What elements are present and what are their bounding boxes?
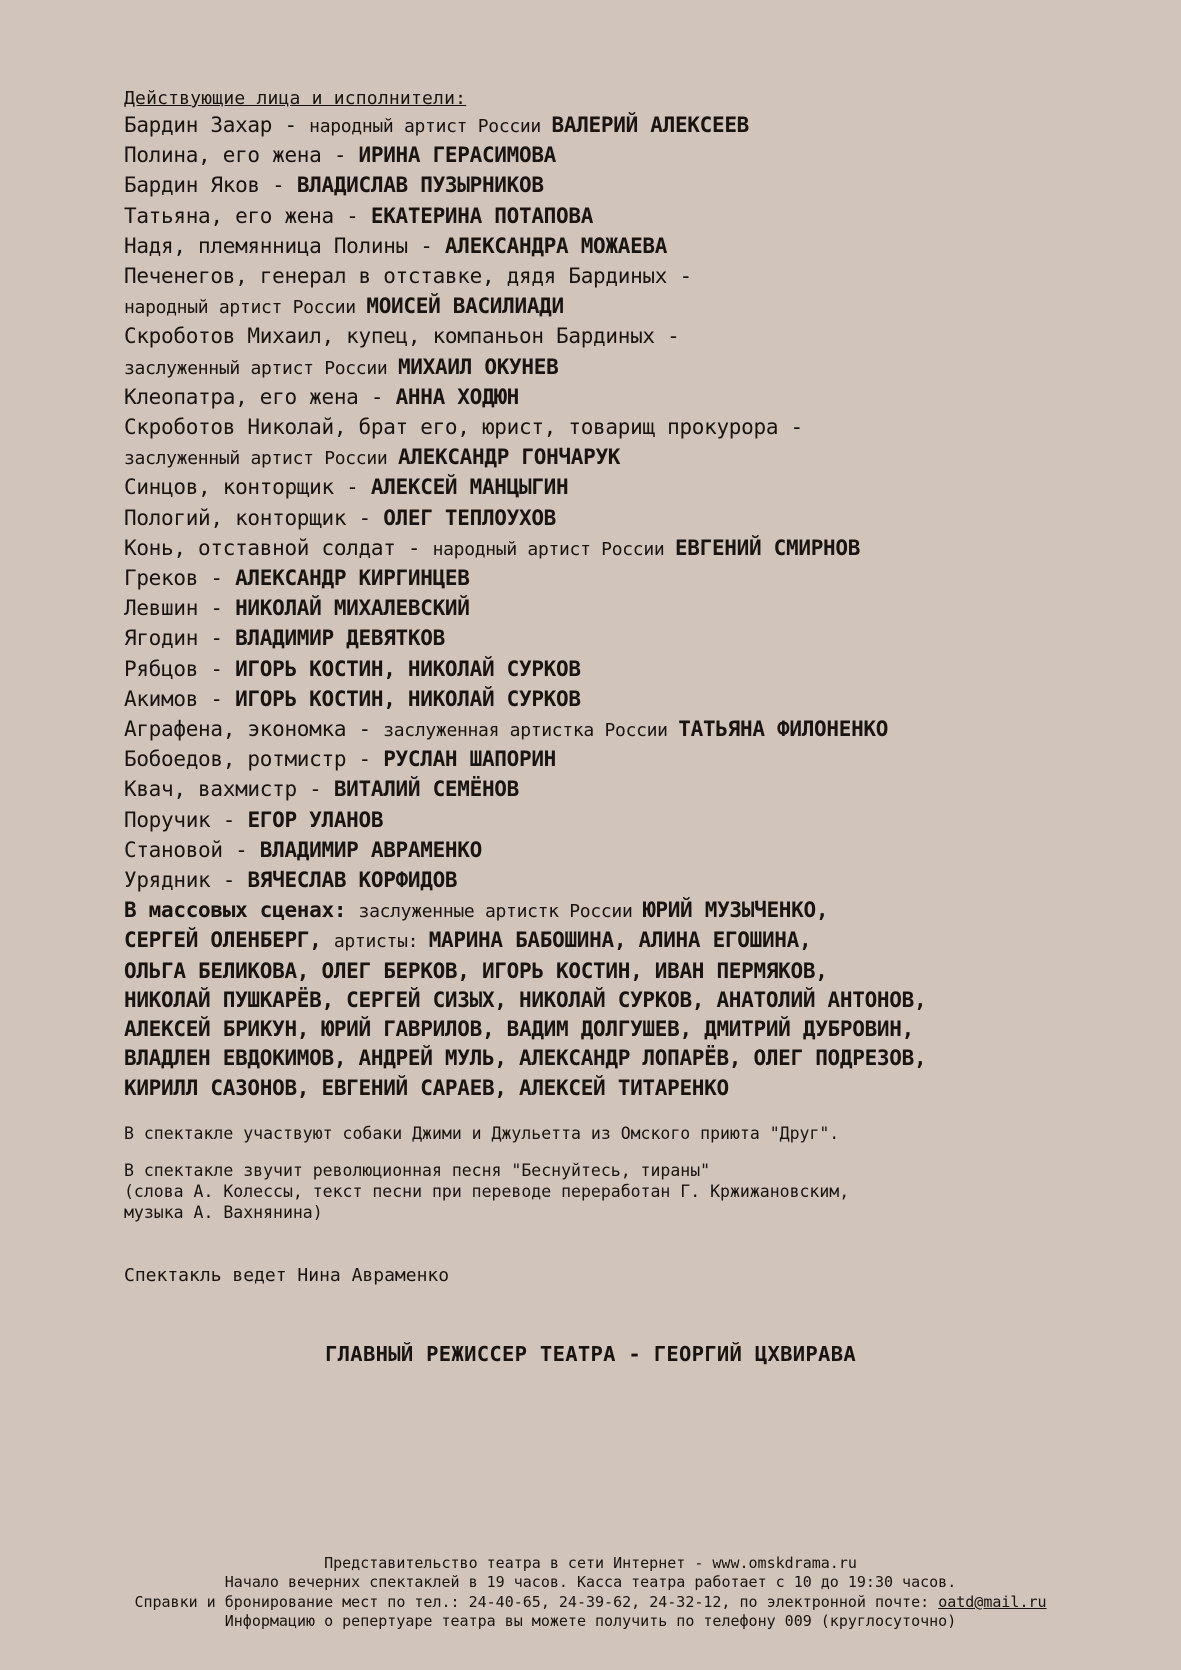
cast-line: Рябцов - ИГОРЬ КОСТИН, НИКОЛАЙ СУРКОВ xyxy=(124,656,581,681)
mass-line: ВЛАДЛЕН ЕВДОКИМОВ, АНДРЕЙ МУЛЬ, АЛЕКСАНДР ЛОПАРЁВ, ОЛЕГ ПОДРЕЗОВ, xyxy=(124,1046,927,1071)
cast-line: Надя, племянница Полины - АЛЕКСАНДРА МОЖАЕВА xyxy=(124,233,668,258)
cast-line: Конь, отставной солдат - народный артист России ЕВГЕНИЙ СМИРНОВ xyxy=(124,535,861,560)
cast-line: Поручик - ЕГОР УЛАНОВ xyxy=(124,807,384,832)
cast-line: Полина, его жена - ИРИНА ГЕРАСИМОВА xyxy=(124,143,557,168)
song-line: (слова А. Колессы, текст песни при переводе переработан Г. Кржижановским, xyxy=(124,1181,850,1201)
cast-line: Становой - ВЛАДИМИР АВРАМЕНКО xyxy=(124,837,482,862)
cast-line: Левшин - НИКОЛАЙ МИХАЛЕВСКИЙ xyxy=(124,596,470,621)
cast-line: заслуженный артист России АЛЕКСАНДР ГОНЧАРУК xyxy=(124,445,621,470)
mass-line: ОЛЬГА БЕЛИКОВА, ОЛЕГ БЕРКОВ, ИГОРЬ КОСТИН, ИВАН ПЕРМЯКОВ, xyxy=(124,958,828,983)
cast-line: Пологий, конторщик - ОЛЕГ ТЕПЛОУХОВ xyxy=(124,505,557,530)
cast-line: Ягодин - ВЛАДИМИР ДЕВЯТКОВ xyxy=(124,626,445,651)
song-line: музыка А. Вахнянина) xyxy=(124,1202,323,1222)
cast-line: Синцов, конторщик - АЛЕКСЕЙ МАНЦЫГИН xyxy=(124,475,569,500)
cast-line: Скроботов Михаил, купец, компаньон Бардиных - xyxy=(124,324,680,349)
cast-line: народный артист России МОИСЕЙ ВАСИЛИАДИ xyxy=(124,294,564,319)
mass-line: КИРИЛЛ САЗОНОВ, ЕВГЕНИЙ САРАЕВ, АЛЕКСЕЙ ТИТАРЕНКО xyxy=(124,1075,729,1100)
cast-line: Урядник - ВЯЧЕСЛАВ КОРФИДОВ xyxy=(124,868,458,893)
footer xyxy=(0,1554,1181,1631)
cast-line: Клеопатра, его жена - АННА ХОДЮН xyxy=(124,384,519,409)
mass-scenes xyxy=(124,896,1124,1102)
mass-line: АЛЕКСЕЙ БРИКУН, ЮРИЙ ГАВРИЛОВ, ВАДИМ ДОЛГУШЕВ, ДМИТРИЙ ДУБРОВИН, xyxy=(124,1017,914,1042)
cast-line: заслуженный артист России МИХАИЛ ОКУНЕВ xyxy=(124,354,559,379)
cast-line: Греков - АЛЕКСАНДР КИРГИНЦЕВ xyxy=(124,566,470,591)
footer-contact-line: Справки и бронирование мест по тел.: 24-40-65, 24-39-62, 24-32-12, по электронной почте: oatd@mail.ru xyxy=(134,1592,1047,1611)
cast-list xyxy=(124,111,1124,896)
footer-website-line: Представительство театра в сети Интернет - www.omskdrama.ru xyxy=(324,1554,857,1572)
cast-line: Бардин Захар - народный артист России ВАЛЕРИЙ АЛЕКСЕЕВ xyxy=(124,113,750,137)
chief-director: ГЛАВНЫЙ РЕЖИССЕР ТЕАТРА - ГЕОРГИЙ ЦХВИРАВА xyxy=(325,1342,856,1366)
cast-line: Печенегов, генерал в отставке, дядя Бардиных - xyxy=(124,264,692,289)
cast-line: Аграфена, экономка - заслуженная артистка России ТАТЬЯНА ФИЛОНЕНКО xyxy=(124,717,889,742)
host-note: Спектакль ведет Нина Авраменко xyxy=(124,1264,450,1286)
cast-heading: Действующие лица и исполнители: xyxy=(124,88,467,109)
song-note xyxy=(124,1160,1124,1223)
program-page xyxy=(124,88,1124,1286)
footer-repertoire-line: Информацию о репертуаре театра вы можете получить по телефону 009 (круглосуточно) xyxy=(224,1611,957,1630)
dogs-note: В спектакле участвуют собаки Джими и Джульетта из Омского приюта "Друг". xyxy=(124,1123,840,1143)
cast-line: Скроботов Николай, брат его, юрист, товарищ прокурора - xyxy=(124,415,803,440)
mass-line: НИКОЛАЙ ПУШКАРЁВ, СЕРГЕЙ СИЗЫХ, НИКОЛАЙ СУРКОВ, АНАТОЛИЙ АНТОНОВ, xyxy=(124,987,927,1012)
cast-line: Квач, вахмистр - ВИТАЛИЙ СЕМЁНОВ xyxy=(124,777,519,802)
cast-line: Татьяна, его жена - ЕКАТЕРИНА ПОТАПОВА xyxy=(124,203,594,228)
cast-line: Бобоедов, ротмистр - РУСЛАН ШАПОРИН xyxy=(124,747,557,772)
cast-line: Акимов - ИГОРЬ КОСТИН, НИКОЛАЙ СУРКОВ xyxy=(124,686,581,711)
song-line: В спектакле звучит революционная песня "Беснуйтесь, тираны" xyxy=(124,1160,711,1180)
email-link[interactable]: oatd@mail.ru xyxy=(938,1592,1047,1611)
cast-line: Бардин Яков - ВЛАДИСЛАВ ПУЗЫРНИКОВ xyxy=(124,173,544,198)
mass-line: В массовых сценах: заслуженные артистк России ЮРИЙ МУЗЫЧЕНКО, xyxy=(124,898,829,923)
mass-line: СЕРГЕЙ ОЛЕНБЕРГ, артисты: МАРИНА БАБОШИНА, АЛИНА ЕГОШИНА, xyxy=(124,928,812,953)
footer-hours-line: Начало вечерних спектаклей в 19 часов. Касса театра работает с 10 до 19:30 часов. xyxy=(224,1573,957,1592)
